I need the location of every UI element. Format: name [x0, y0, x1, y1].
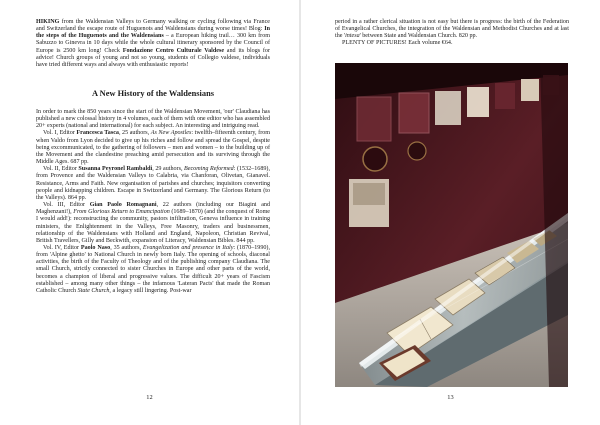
volume-4-title: Evangelization and presence in Italy — [142, 244, 234, 251]
foundation-name: Fondazione Centro Culturale Valdese — [122, 47, 225, 54]
state-church-term: State Church — [77, 287, 110, 294]
volume-1-title: As New Apostles — [150, 130, 192, 137]
intro-paragraph: In order to mark the 850 years since the start of the Waldensian Movement, 'our' Claudiana has published a new colossal history in 4 volumes, each of them with one editor who has assembled 20+ experts (national and international) for each subject. An interesting and intriguing read. — [36, 109, 270, 130]
volume-1-paragraph: Vol. I, Editor Francesca Tasca, 25 authors, As New Apostles: twelfth–fifteenth century, from when Valdo from Lyon decided to give up his riches and follow and spread the Gospel, despite being excommunicated, to the gathering of followers – men and women – to the building up of the Movement and the clandestine preaching amid persecution and its surviving through the Middle Ages. 687 pp. — [36, 130, 271, 166]
volume-3-title: From Glorious Return to Emancipation — [73, 209, 170, 216]
intesa-term: intesa — [345, 33, 360, 40]
hiking-paragraph: HIKING from the Waldensian Valleys to Germany walking or cycling following via France and Switzerland the escape route of Huguenots and Waldensians during worse times! Blog: In the steps of the Huguenots and the Waldensians – a European hiking trail… 300 km from Sabuzzo to Ginevra in 10 days while the whole cultural itinerary sponsored by the Council of Europe is 2500 km long! Check Fondazione Centro Culturale Valdese and its blogs for advice! Church groups of young and not so young, students of Collegio valdese, individuals have tried different ways and always with enthusiastic reports! — [36, 19, 270, 68]
page-number-right: 13 — [447, 394, 454, 401]
hiking-lead: HIKING — [36, 19, 60, 25]
right-page — [301, 0, 600, 425]
section-title: A New History of the Waldensians — [92, 89, 214, 98]
volume-2-title: Becoming Reformed — [184, 166, 234, 173]
left-page — [0, 0, 299, 425]
continuation-paragraph: period in a rather clerical situation is not easy but there is progress: the birth of the Federation of Evangelical Churches, the integration of the Waldensian and Methodist Churches and at last the 'intesa' between State and Waldensian Church. 820 pp. — [335, 19, 569, 40]
history-body — [36, 109, 270, 295]
blog-title: In the steps of the Huguenots and the Waldensians — [36, 26, 270, 40]
volume-2-paragraph: Vol. II, Editor Susanna Peyronel Rambaldi, 29 authors, Becoming Reformed: (1532–1689), from Provence and the Waldensian Valleys to Calabria, via Chanforan, Olivetan, Gianavel. Resistance, Arms and Faith. New organisation of parishes and churches; inquisitors converting people and kidnapping children. Escape in Switzerland and Germany. The Glorious Return (to the Valleys). 864 pp. — [36, 166, 270, 201]
museum-display-photo — [335, 63, 568, 387]
volume-4-paragraph: Vol. IV, Editor Paolo Naso, 35 authors, Evangelization and presence in Italy: (1870–1990), from 'Alpine ghetto' to National Church in newly born Italy. The opening of schools, diaconal activities, the birth of the Faculty of Theology and of the publishing company Claudiana. The small Church, strictly connected to sister Churches in Europe and other parts of the world, becomes a champion of liberal and progressive values. The difficult 20+ years of Fascism established – among many other things – the infamous 'Lateran Pacts' that made the Roman Catholic Church State Church, a legacy still lingering. Post-war — [36, 244, 270, 294]
continuation-text — [335, 19, 569, 48]
volume-2-editor: Susanna Peyronel Rambaldi — [78, 166, 153, 173]
volume-3-editor: Gian Paolo Romagnani — [89, 202, 157, 209]
pictures-note: PLENTY OF PICTURES! Each volume €64. — [342, 40, 453, 47]
volume-4-editor: Paolo Naso — [80, 244, 111, 251]
volume-1-editor: Francesca Tasca — [76, 130, 119, 137]
page-number-left: 12 — [146, 394, 153, 401]
volume-3-paragraph: Vol. III, Editor Gian Paolo Romagnani, 22 authors (including our Biagini and Maghenzani!), From Glorious Return to Emancipation (1689–1870) (and the conquest of Rome I would add!): reconstructing the community, pastors infiltration, Geneva influence in training ministers, the Enlightenment in the Valleys, Free Masonry, traders and businessmen, relationship of the Waldensians with Holland and England, Napoleon, Christian Revival, British Travellers, Gilly and Beckwith, expansion of Literacy, Waldensian Bibles. 844 pp. — [36, 202, 271, 244]
